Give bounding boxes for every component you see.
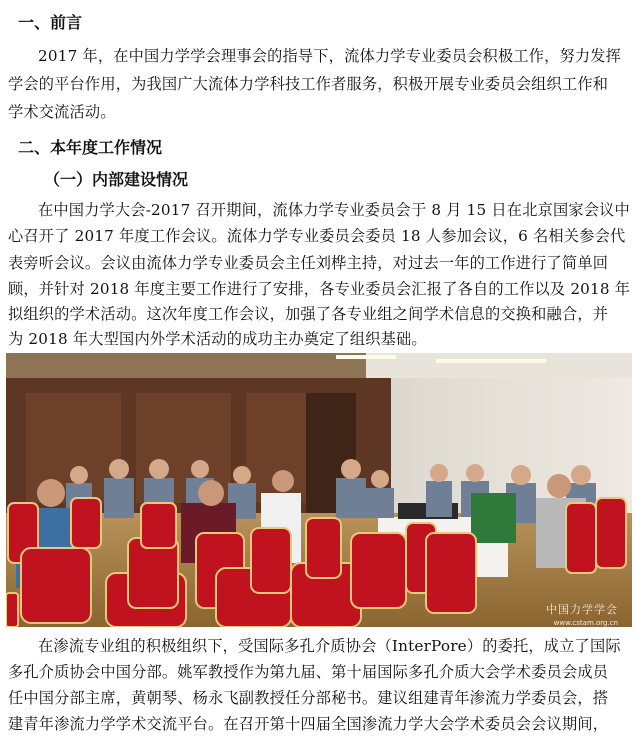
paragraph-line: 任中国分部主席，黄朝琴、杨永飞副教授任分部秘书。建议组建青年渗流力学委员会，搭 <box>8 689 609 707</box>
paragraph-line: 建青年渗流力学学术交流平台。在召开第十四届全国渗流力学大会学术委员会会议期间， <box>8 715 609 733</box>
paragraph-line: 表旁听会议。会议由流体力学专业委员会主任刘桦主持，对过去一年的工作进行了简单回 <box>8 254 609 272</box>
paragraph-line: 在中国力学大会-2017 召开期间，流体力学专业委员会于 8 月 15 日在北京国家会议中 <box>38 201 630 219</box>
meeting-photo-illustration <box>6 353 632 627</box>
paragraph-line: 在渗流专业组的积极组织下，受国际多孔介质协会（InterPore）的委托，成立了国际 <box>38 637 621 655</box>
paragraph-line: 2017 年，在中国力学学会理事会的指导下，流体力学专业委员会积极工作，努力发挥 <box>38 47 622 65</box>
paragraph-line: 心召开了 2017 年度工作会议。流体力学专业委员会委员 18 人参加会议，6 名相关参会代 <box>8 227 626 245</box>
paragraph-line: 学会的平台作用，为我国广大流体力学科技工作者服务，积极开展专业委员会组织工作和 <box>8 75 609 93</box>
subsection-heading-internal: （一）内部建设情况 <box>44 170 189 189</box>
paragraph-line: 学术交流活动。 <box>8 103 116 121</box>
section-heading-preface: 一、前言 <box>18 13 83 32</box>
paragraph-line: 为 2018 年大型国内外学术活动的成功主办奠定了组织基础。 <box>8 330 427 348</box>
section-heading-work: 二、本年度工作情况 <box>18 138 163 157</box>
paragraph-line: 多孔介质协会中国分部。姚军教授作为第九届、第十届国际多孔介质大会学术委员会成员 <box>8 663 609 681</box>
photo-watermark: 中国力学学会 <box>546 603 618 616</box>
paragraph-line: 拟组织的学术活动。这次年度工作会议，加强了各专业组之间学术信息的交换和融合，并 <box>8 305 609 323</box>
meeting-photo <box>6 353 632 627</box>
paragraph-line: 顾，并针对 2018 年度主要工作进行了安排，各专业委员会汇报了各自的工作以及 2018 年 <box>8 280 631 298</box>
photo-watermark-url: www.cstam.org.cn <box>553 619 618 627</box>
